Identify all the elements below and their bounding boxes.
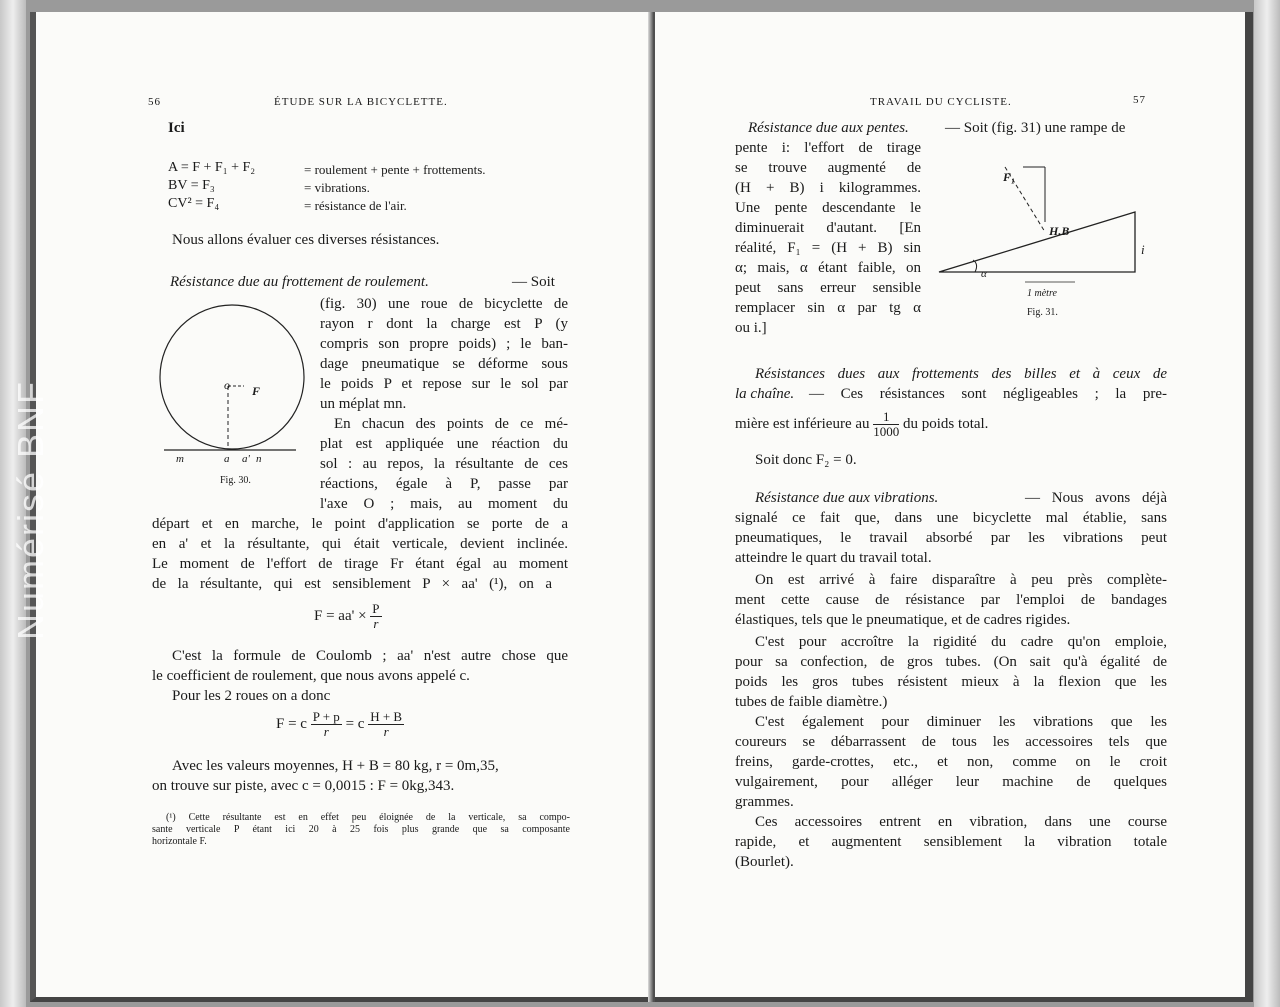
body-line: le coefficient de roulement, que nous avons appelé c.: [152, 668, 470, 684]
fig30-label-o: o: [224, 378, 230, 392]
formula1-fraction: $\frac{P}{r}$: [372, 601, 380, 631]
left-page: [30, 12, 656, 1002]
wrap-line: plat est appliquée une réaction du: [320, 436, 568, 452]
fig31-label-hb: H.B: [1049, 224, 1070, 238]
section-title-vibrations: Résistance due aux vibrations.: [755, 490, 939, 506]
eq-row-1-rhs: = roulement + pente + frottements.: [304, 162, 486, 177]
fig30-label-n: n: [256, 453, 262, 465]
wrap-line: l'axe O ; mais, au moment du: [320, 496, 568, 512]
wrap-line: Une pente descendante le: [735, 200, 921, 216]
wrap-line: compris son propre poids) ; le ban-: [320, 336, 568, 352]
body-line: freins, garde-crottes, etc., et non, comme on le croit: [735, 754, 1167, 770]
footnote-line: sante verticale P étant ici 20 à 25 fois plus grande que sa composante: [152, 824, 570, 835]
wrap-line: remplacer sin α par tg α: [735, 300, 921, 316]
wrap-line: En chacun des points de ce mé-: [334, 416, 568, 432]
wheel-circle: [160, 305, 304, 449]
fig31-label-f1: F₁: [1003, 170, 1016, 184]
formula2-fraction-2: $\frac{H + B}{r}$: [370, 709, 403, 739]
fig31-caption: Fig. 31.: [1027, 307, 1058, 318]
section-title-billes-2: la chaîne.: [735, 386, 795, 402]
body-line: atteindre le quart du travail total.: [735, 550, 932, 566]
wrap-line: α; mais, α étant faible, on: [735, 260, 921, 276]
body-line: C'est la formule de Coulomb ; aa' n'est autre chose que: [172, 648, 568, 664]
body-line: départ et en marche, le point d'application se porte de a: [152, 516, 568, 532]
body-line: pneumatiques, le travail absorbé par les vibrations peut: [735, 530, 1167, 546]
wrap-line: réactions, égale à P, passe par: [320, 476, 568, 492]
fig31-label-i: i: [1141, 242, 1145, 257]
body-line: rapide, et augmentent sensiblement la vibration totale: [735, 834, 1167, 850]
fig30-label-a: a: [224, 453, 230, 465]
body-line: Ces accessoires entrent en vibration, dans une course: [755, 814, 1167, 830]
body-line: (Bourlet).: [735, 854, 794, 870]
body-line: Avec les valeurs moyennes, H + B = 80 kg, r = 0m,35,: [172, 758, 499, 774]
right-book-edge: [1254, 0, 1280, 1007]
section-title-roulement: Résistance due au frottement de roulement.: [170, 274, 429, 290]
body-line: poids les gros tubes résistent mieux à la flexion que les: [735, 674, 1167, 690]
body-line: Le moment de l'effort de tirage Fr étant égal au moment: [152, 556, 568, 572]
footnote-line: (¹) Cette résultante est en effet peu éloignée de la verticale, sa compo-: [166, 812, 570, 823]
footnote-line: horizontale F.: [152, 836, 207, 847]
page-number-right: 57: [1133, 94, 1146, 106]
wrap-line: (fig. 30) une roue de bicyclette de: [320, 296, 568, 312]
body-line: pour sa confection, de gros tubes. (On sait qu'à égalité de: [735, 654, 1167, 670]
running-head-left: ÉTUDE SUR LA BICYCLETTE.: [274, 96, 448, 108]
wrap-line: le poids P et repose sur le sol par: [320, 376, 568, 392]
formula-coulomb: [314, 602, 382, 631]
body-line: vulgairement, pour alléger leur machine de quelques: [735, 774, 1167, 790]
billes-line-3: mière est inférieure au $\frac{1}{1000}$ du poids total.: [735, 409, 989, 439]
body-line: C'est pour accroître la rigidité du cadre qu'on emploie,: [755, 634, 1167, 650]
body-line: élastiques, tels que le pneumatique, et de cadres rigides.: [735, 612, 1071, 628]
body-line: tubes de faible diamètre.): [735, 694, 888, 710]
body-line: grammes.: [735, 794, 794, 810]
vib-first: — Nous avons déjà: [1025, 490, 1167, 506]
ici-label: Ici: [168, 120, 185, 136]
fig-31-incline-diagram: [935, 162, 1155, 292]
billes-rest: — Ces résistances sont négligeables ; la pre-: [809, 386, 1167, 402]
intro-sentence: Nous allons évaluer ces diverses résistances.: [172, 232, 440, 248]
wrap-line: dage pneumatique se déforme sous: [320, 356, 568, 372]
body-line: coureurs se débarrassent de tous les accessoires tels que: [735, 734, 1167, 750]
eq-row-3-rhs: = résistance de l'air.: [304, 198, 407, 213]
running-head-right: TRAVAIL DU CYCLISTE.: [870, 96, 1012, 108]
wrap-line: un méplat mn.: [320, 396, 407, 412]
eq-row-3-lhs: CV² = F₄: [168, 196, 220, 211]
bnf-watermark: Numérisé BNF: [10, 379, 51, 640]
body-line: signalé ce fait que, dans une bicyclette mal établie, sans: [735, 510, 1167, 526]
body-line: Pour les 2 roues on a donc: [172, 688, 331, 704]
fig30-caption: Fig. 30.: [220, 475, 251, 486]
body-line: de la résultante, qui est sensiblement P × aa' (¹), on a: [152, 576, 552, 592]
fig-30-wheel-diagram: [146, 302, 316, 472]
wrap-line: peut sans erreur sensible: [735, 280, 921, 296]
fig31-label-alpha: α: [981, 268, 987, 280]
wrap-line: rayon r dont la charge est P (y: [320, 316, 568, 332]
eq-row-2-rhs: = vibrations.: [304, 180, 370, 195]
wrap-line: ou i.]: [735, 320, 767, 336]
wrap-line: sol : au repos, la résultante de ces: [320, 456, 568, 472]
fig31-label-metre: 1 mètre: [1027, 288, 1057, 299]
soit-donc: Soit donc F₂ = 0.: [755, 452, 857, 468]
formula-two-wheels: F = c $\frac{P + p}{r}$ = c $\frac{H + B}{r}$: [276, 709, 403, 739]
body-line: on trouve sur piste, avec c = 0,0015 : F = 0kg,343.: [152, 778, 455, 794]
pentes-first-line: — Soit (fig. 31) une rampe de: [945, 120, 1126, 136]
formula1-lhs: F = aa' ×: [314, 607, 367, 624]
billes-fraction: $\frac{1}{1000}$: [873, 409, 900, 439]
fig30-label-a-prime: a': [242, 453, 250, 465]
body-line: ment cette cause de résistance par l'emploi de bandages: [735, 592, 1167, 608]
incline-triangle: [939, 212, 1135, 272]
wrap-line: diminuerait d'autant. [En: [735, 220, 921, 236]
wrap-line: se trouve augmenté de: [735, 160, 921, 176]
section-title-dash: — Soit: [512, 274, 555, 290]
fig30-label-f: F: [252, 384, 261, 398]
body-line: On est arrivé à faire disparaître à peu près complète-: [755, 572, 1167, 588]
right-page: [655, 12, 1253, 1002]
wrap-line: réalité, F₁ = (H + B) sin: [735, 240, 921, 256]
formula2-fraction-1: $\frac{P + p}{r}$: [312, 709, 340, 739]
eq-row-1-lhs: A = F + F₁ + F₂: [168, 160, 256, 175]
fig30-label-m: m: [176, 453, 184, 465]
wrap-line: pente i: l'effort de tirage: [735, 140, 921, 156]
eq-row-2-lhs: BV = F₃: [168, 178, 215, 193]
section-title-pentes: Résistance due aux pentes.: [748, 120, 909, 136]
body-line: C'est également pour diminuer les vibrations que les: [755, 714, 1167, 730]
section-title-billes: Résistances dues aux frottements des billes et à ceux de: [755, 366, 1167, 382]
body-line: en a' et la résultante, qui était verticale, devient inclinée.: [152, 536, 568, 552]
wrap-line: (H + B) i kilogrammes.: [735, 180, 921, 196]
page-number-left: 56: [148, 96, 161, 108]
